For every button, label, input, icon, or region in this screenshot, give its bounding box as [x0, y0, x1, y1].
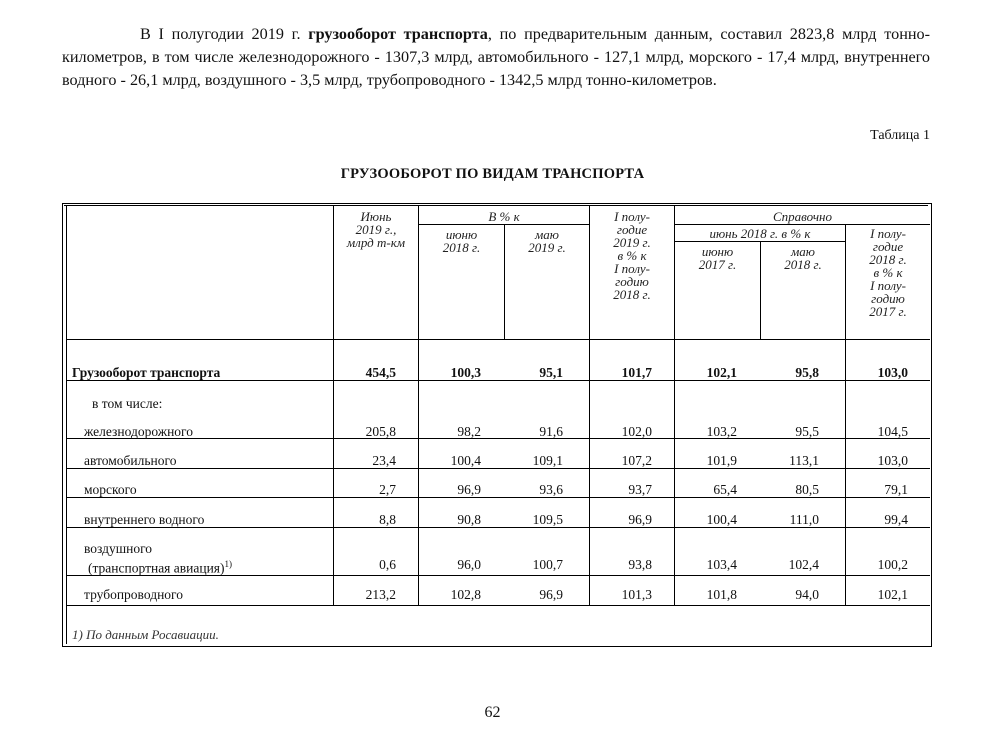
table-cell: 100,7 [532, 557, 563, 572]
table-cell: 100,4 [706, 512, 737, 527]
header-pct-may: маю 2019 г. [528, 227, 566, 255]
table-cell: 96,9 [628, 512, 652, 527]
row-label: морского [84, 482, 137, 497]
header-pct-june: июню 2018 г. [442, 227, 481, 255]
table-cell: 23,4 [372, 453, 396, 468]
table-cell: 101,3 [621, 587, 652, 602]
footnote: 1) По данным Росавиации. [72, 627, 219, 642]
table-cell: 109,1 [532, 453, 563, 468]
table-cell: 103,2 [706, 424, 737, 439]
table-cell: 100,3 [450, 365, 481, 380]
table-cell: 90,8 [457, 512, 481, 527]
table-cell: 96,9 [539, 587, 563, 602]
table-cell: 95,8 [795, 365, 819, 380]
table-cell: 101,9 [706, 453, 737, 468]
grid-line [66, 339, 930, 340]
table-cell: 2,7 [379, 482, 396, 497]
table-cell: 103,4 [706, 557, 737, 572]
table-cell: 0,6 [379, 557, 396, 572]
grid-line [66, 205, 67, 644]
grid-line [674, 224, 930, 225]
table-cell: 100,2 [877, 557, 908, 572]
table-cell: 65,4 [713, 482, 737, 497]
table-cell: 95,1 [539, 365, 563, 380]
table-cell: 91,6 [539, 424, 563, 439]
table-cell: 96,9 [457, 482, 481, 497]
page-number: 62 [484, 704, 501, 721]
row-label: трубопроводного [84, 587, 183, 602]
table-cell: 101,8 [706, 587, 737, 602]
header-pct-group: В % к [488, 209, 520, 224]
row-label-subline: (транспортная авиация)$^{1)}$ [88, 559, 233, 576]
table-cell: 8,8 [379, 512, 396, 527]
table-cell: 102,8 [450, 587, 481, 602]
table-cell: 454,5 [365, 365, 396, 380]
header-half-year: I полу- годие 2019 г. в % к I полу- годию 2018 г. [613, 209, 651, 302]
table-cell: 99,4 [884, 512, 908, 527]
header-ref-may: маю 2018 г. [784, 244, 822, 272]
table-cell: 79,1 [884, 482, 908, 497]
grid-line [66, 605, 930, 606]
row-label: внутреннего водного [84, 512, 205, 527]
grid-line [333, 205, 334, 605]
header-june-2019: Июнь 2019 г., млрд т-км [346, 209, 406, 250]
intro-paragraph: В I полугодии 2019 г. грузооборот транспорта, по предварительным данным, составил 2823,8 млрд тонно-километров, в том числе железнодорожного - 1307,3 млрд, автомобильного - 127,1 млрд, морского - 17,4 млрд, внутреннего водного - 26,1 млрд, воздушного - 3,5 млрд, трубопроводного - 1342,5 млрд тонно-километров. [62, 25, 931, 90]
table-cell: 102,4 [788, 557, 819, 572]
table-cell: 103,0 [877, 453, 908, 468]
header-ref-june: июню 2017 г. [698, 244, 737, 272]
row-label: воздушного [84, 541, 153, 556]
header-ref-half-year: I полу- годие 2018 г. в % к I полу- годию 2017 г. [869, 226, 907, 319]
row-label: автомобильного [84, 453, 177, 468]
table-cell: 96,0 [457, 557, 481, 572]
table-cell: 94,0 [795, 587, 819, 602]
table-cell: 95,5 [795, 424, 819, 439]
table-cell: 104,5 [877, 424, 908, 439]
header-reference-sub: июнь 2018 г. в % к [709, 226, 811, 241]
including-label: в том числе: [92, 396, 163, 411]
table-cell: 98,2 [457, 424, 481, 439]
table-inner-border [64, 205, 928, 206]
row-label: железнодорожного [84, 424, 193, 439]
table-cell: 102,1 [706, 365, 737, 380]
table-cell: 93,6 [539, 482, 563, 497]
table-title: ГРУЗООБОРОТ ПО ВИДАМ ТРАНСПОРТА [340, 166, 645, 182]
table-cell: 100,4 [450, 453, 481, 468]
grid-line [418, 205, 419, 605]
table-cell: 101,7 [621, 365, 652, 380]
table-number: Таблица 1 [870, 128, 930, 143]
table-cell: 102,1 [877, 587, 908, 602]
table-cell: 103,0 [877, 365, 908, 380]
table-cell: 113,1 [789, 453, 819, 468]
header-reference-group: Справочно [773, 209, 832, 224]
table-cell: 205,8 [365, 424, 396, 439]
table-cell: 107,2 [621, 453, 652, 468]
table-cell: 80,5 [795, 482, 819, 497]
table-cell: 93,7 [628, 482, 652, 497]
grid-line [418, 224, 589, 225]
grid-line [674, 241, 845, 242]
table-cell: 102,0 [621, 424, 652, 439]
table-cell: 213,2 [365, 587, 396, 602]
table-cell: 93,8 [628, 557, 652, 572]
total-row-label: Грузооборот транспорта [72, 365, 221, 380]
table-cell: 111,0 [789, 512, 819, 527]
table-cell: 109,5 [532, 512, 563, 527]
